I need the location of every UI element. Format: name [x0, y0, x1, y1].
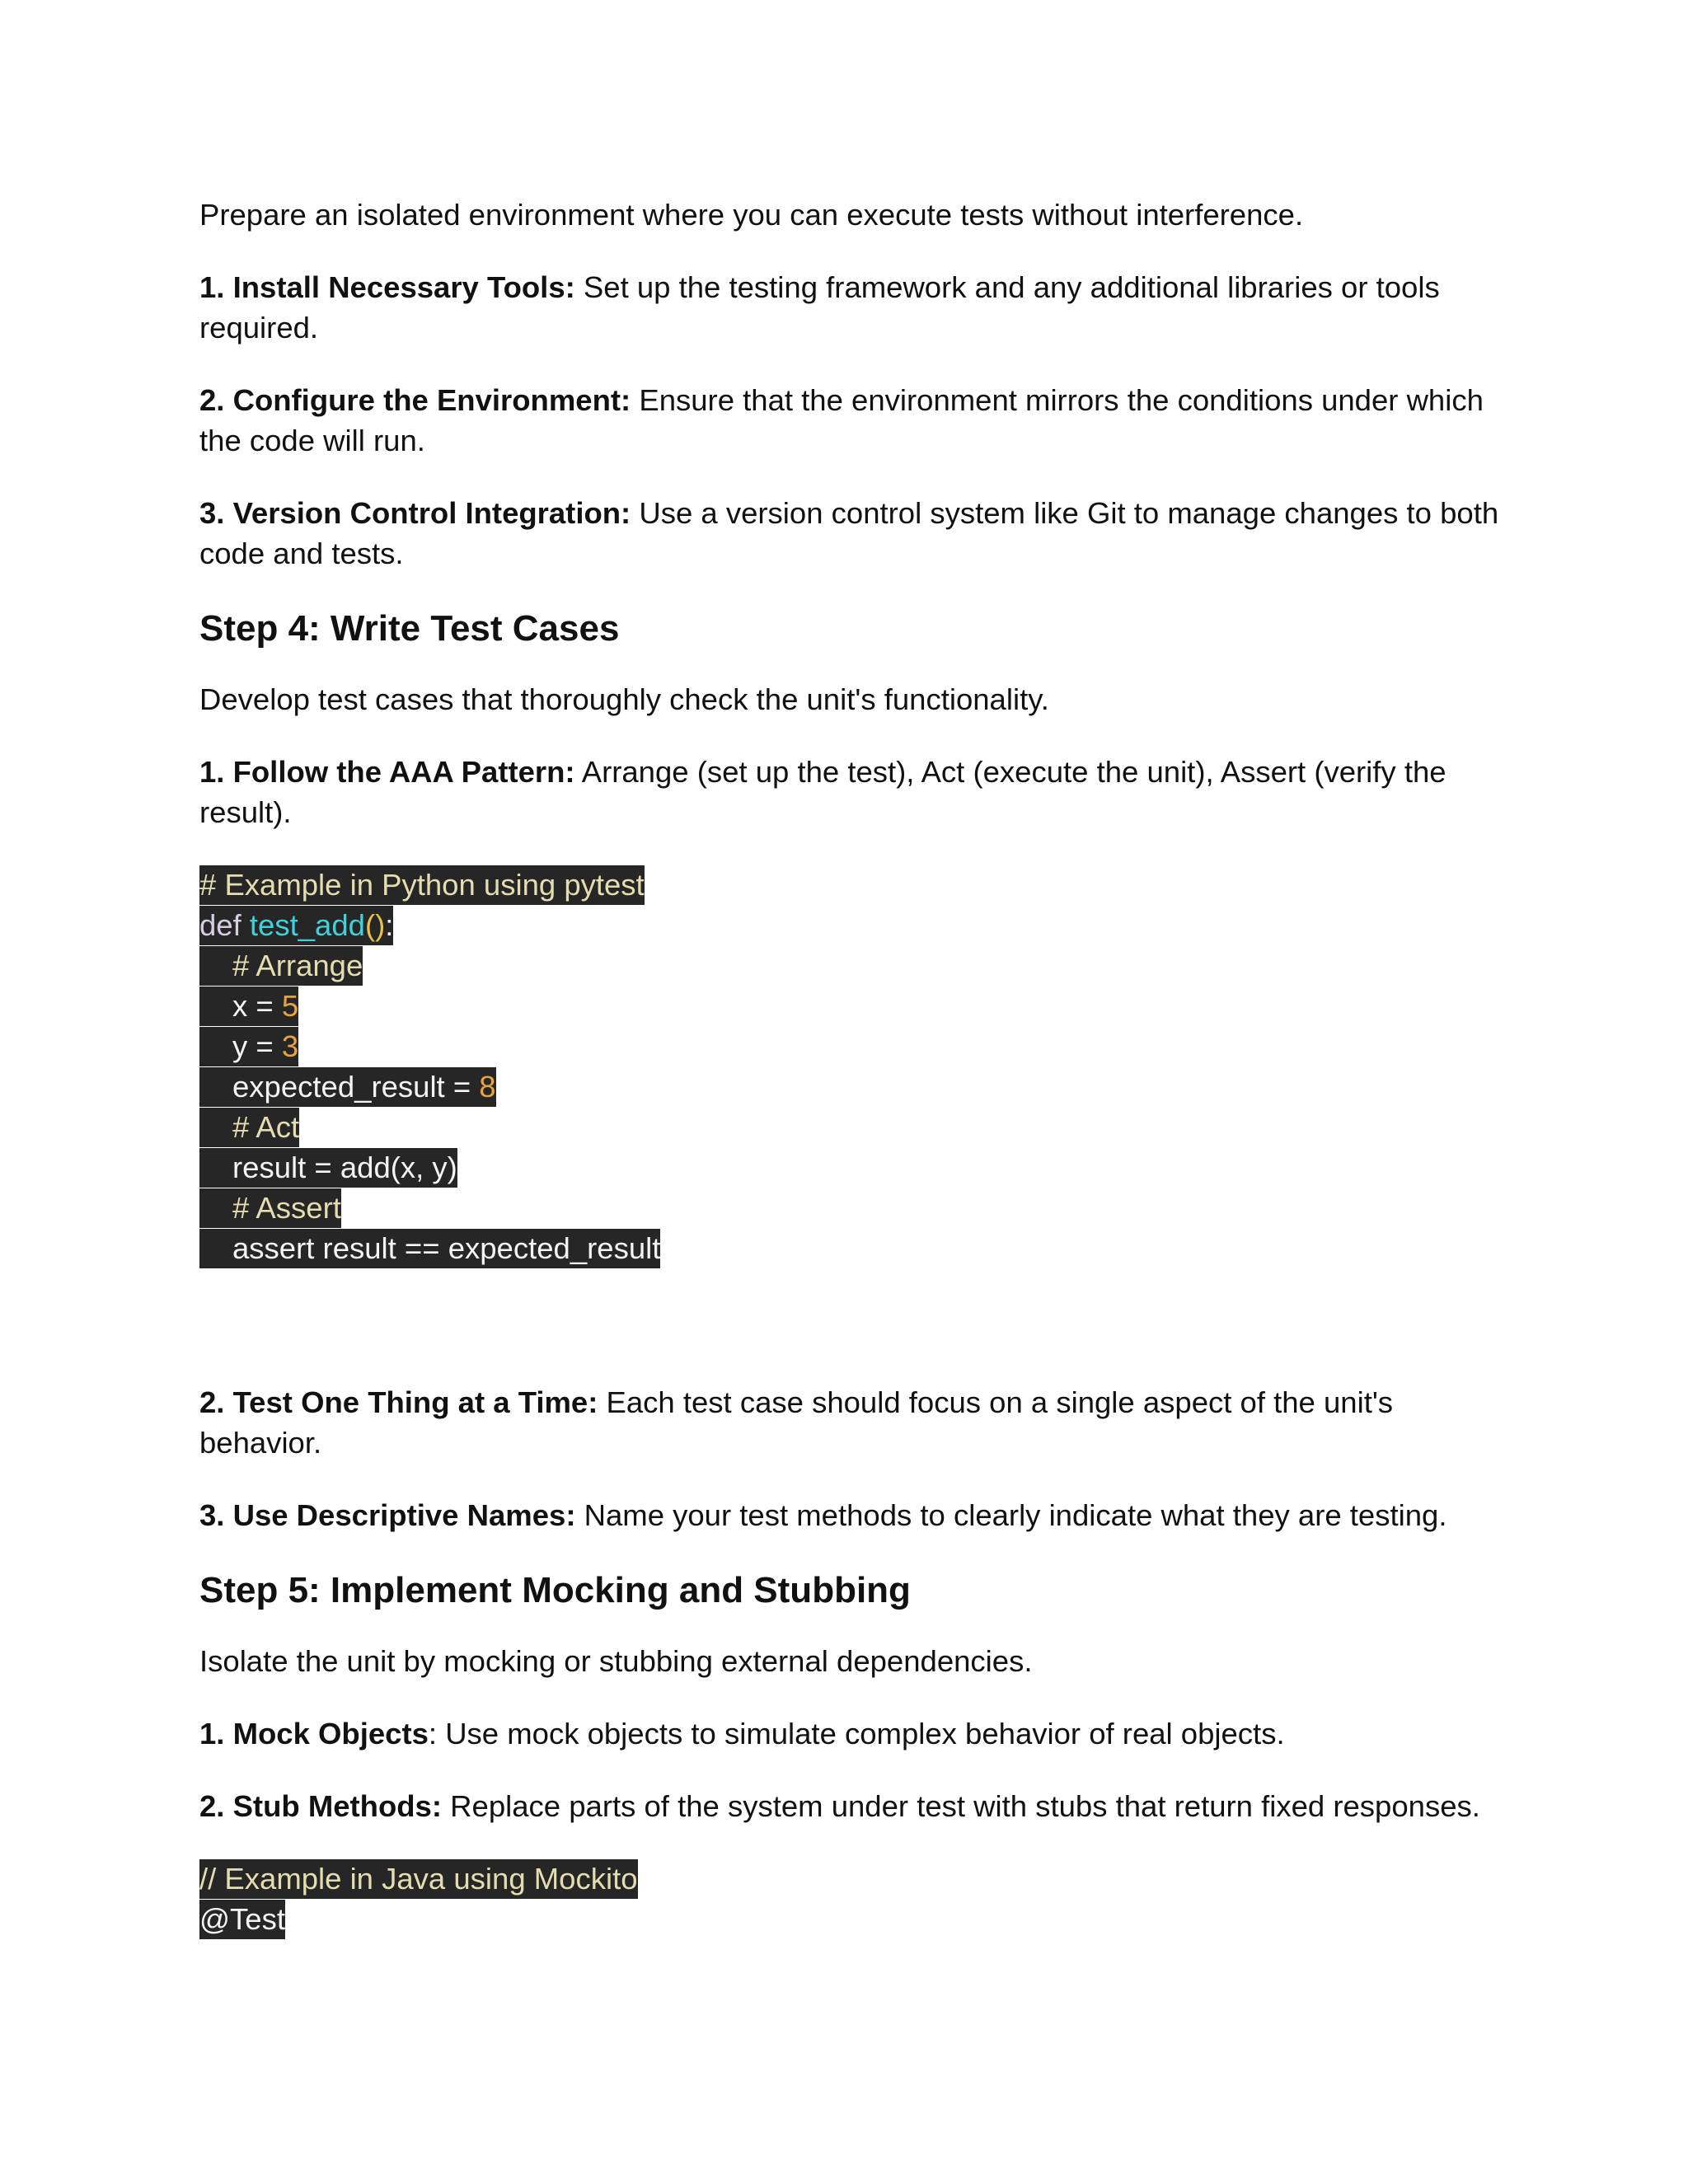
document-page: [199, 194, 1502, 1971]
step5-heading: Step 5: Implement Mocking and Stubbing: [199, 1570, 911, 1610]
code-text: x =: [232, 989, 282, 1023]
code-parens: (): [364, 908, 386, 942]
code-line: [199, 945, 1502, 986]
setup-item-label: 3. Version Control Integration:: [199, 496, 631, 530]
step4-item-label: 3. Use Descriptive Names:: [199, 1498, 576, 1532]
step5-item-label: 2. Stub Methods:: [199, 1789, 443, 1823]
intro-paragraph: [199, 194, 1502, 235]
code-text: expected_result =: [232, 1070, 480, 1104]
step5-item-label: 1. Mock Objects: [199, 1717, 429, 1750]
code-comment: // Example in Java using Mockito: [199, 1862, 638, 1896]
code-comment: # Assert: [232, 1191, 341, 1225]
step4-heading: Step 4: Write Test Cases: [199, 608, 620, 649]
code-text: y =: [232, 1029, 282, 1063]
code-line: [199, 1858, 1502, 1899]
setup-item-text: Use a version control system like Git to manage changes to both code and tests.: [199, 496, 1499, 570]
code-number: 3: [281, 1029, 299, 1063]
code-line: [199, 1188, 1502, 1228]
code-comment: # Act: [232, 1110, 300, 1144]
setup-item-configure-environment: [199, 380, 1502, 461]
step4-item-text: Each test case should focus on a single aspect of the unit's behavior.: [199, 1385, 1394, 1460]
setup-item-version-control: [199, 493, 1502, 574]
step4-item-text: Arrange (set up the test), Act (execute the unit), Assert (verify the result).: [199, 755, 1447, 829]
code-colon: :: [385, 908, 394, 942]
step4-item-one-thing: [199, 1382, 1502, 1463]
setup-item-label: 2. Configure the Environment:: [199, 383, 631, 417]
step5-item-text: Replace parts of the system under test with stubs that return fixed responses.: [442, 1789, 1480, 1823]
code-text: assert result == expected_result: [232, 1231, 661, 1265]
code-text: result = add(x, y): [232, 1151, 457, 1184]
setup-item-label: 1. Install Necessary Tools:: [199, 270, 575, 304]
code-line: [199, 986, 1502, 1026]
code-line: [199, 865, 1502, 905]
code-line: [199, 1066, 1502, 1107]
intro-text: Prepare an isolated environment where you can execute tests without interference.: [199, 198, 1304, 232]
step5-item-text: : Use mock objects to simulate complex behavior of real objects.: [428, 1717, 1285, 1750]
java-code-block: [199, 1858, 1502, 1939]
code-line: [199, 1228, 1502, 1268]
setup-item-text: Set up the testing framework and any additional libraries or tools required.: [199, 270, 1440, 344]
step5-item-stub-methods: [199, 1786, 1502, 1826]
step4-item-label: 2. Test One Thing at a Time:: [199, 1385, 598, 1419]
code-line: [199, 905, 1502, 945]
python-code-block: [199, 865, 1502, 1268]
code-comment: # Arrange: [232, 949, 363, 982]
code-line: [199, 1899, 1502, 1939]
code-number: 8: [479, 1070, 496, 1104]
step5-item-mock-objects: [199, 1713, 1502, 1754]
step4-item-label: 1. Follow the AAA Pattern:: [199, 755, 575, 789]
code-function-name: test_add: [249, 908, 365, 942]
code-keyword: def: [199, 908, 241, 942]
code-annotation: @Test: [199, 1902, 285, 1936]
code-line: [199, 1147, 1502, 1188]
step4-item-aaa-pattern: [199, 752, 1502, 832]
code-comment: # Example in Python using pytest: [199, 868, 645, 902]
step4-item-text: Name your test methods to clearly indicate what they are testing.: [575, 1498, 1447, 1532]
step4-intro: Develop test cases that thoroughly check the unit's functionality.: [199, 682, 1049, 716]
step5-intro: Isolate the unit by mocking or stubbing external dependencies.: [199, 1644, 1033, 1678]
blank-space: [199, 1301, 1502, 1382]
setup-item-text: Ensure that the environment mirrors the conditions under which the code will run.: [199, 383, 1484, 457]
setup-item-install-tools: [199, 267, 1502, 348]
code-number: 5: [281, 989, 299, 1023]
code-line: [199, 1107, 1502, 1147]
code-line: [199, 1026, 1502, 1066]
step4-item-descriptive-names: [199, 1495, 1502, 1535]
